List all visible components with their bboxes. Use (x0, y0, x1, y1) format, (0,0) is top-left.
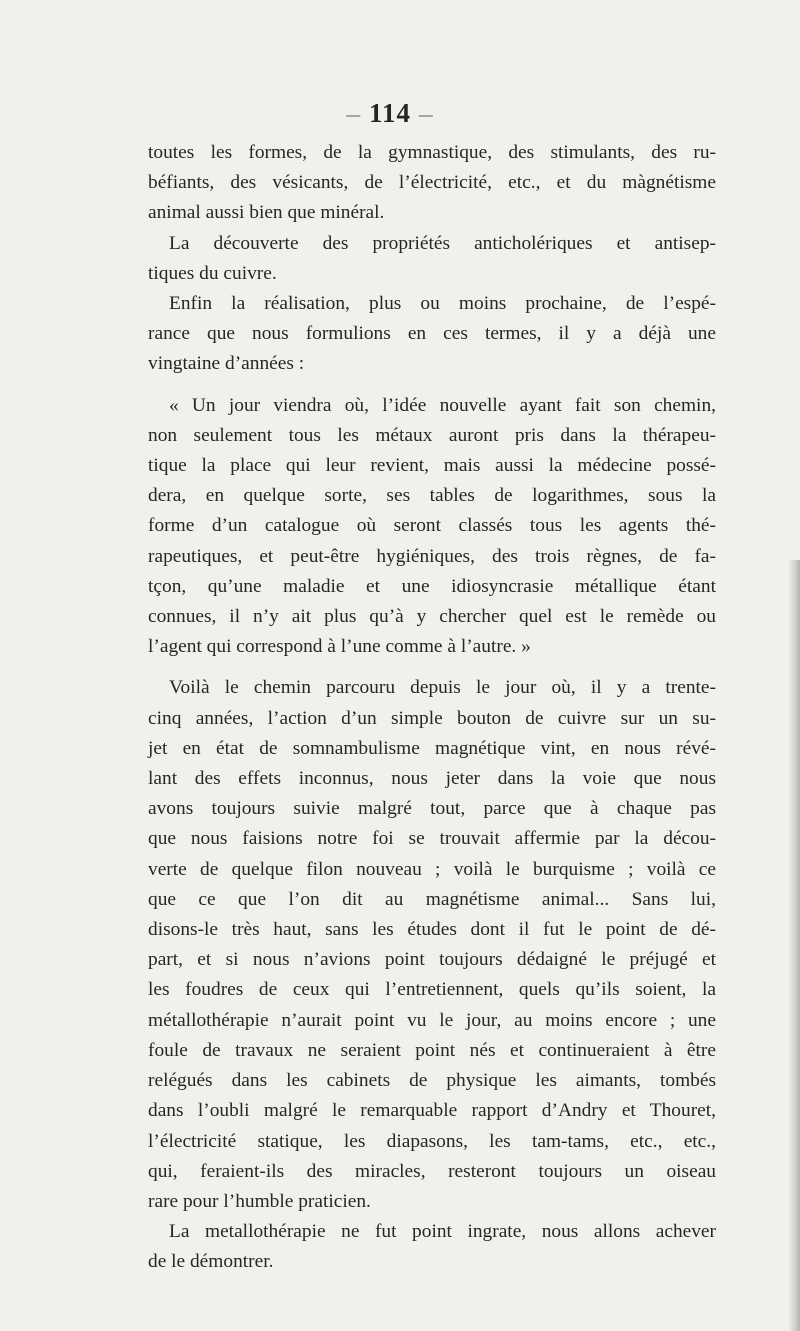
page-number-right-mark: — (418, 107, 434, 123)
page-number-left-mark: — (346, 107, 362, 123)
text-line: les foudres de ceux qui l’entretiennent, quels qu’ils soient, la (148, 979, 716, 1001)
text-line: La metallothérapie ne fut point ingrate, nous allons achever (169, 1221, 716, 1243)
text-line: l’agent qui correspond à l’une comme à l’autre. » (148, 636, 531, 658)
text-line: de le démontrer. (148, 1251, 274, 1273)
text-line: cinq années, l’action d’un simple bouton de cuivre sur un su- (148, 707, 716, 729)
text-line: verte de quelque filon nouveau ; voilà le burquisme ; voilà ce (148, 858, 716, 880)
text-line: Voilà le chemin parcouru depuis le jour où, il y a trente- (169, 677, 716, 699)
text-line: rare pour l’humble praticien. (148, 1190, 371, 1212)
text-line: part, et si nous n’avions point toujours dédaigné le préjugé et (148, 949, 716, 971)
text-line: toutes les formes, de la gymnastique, des stimulants, des ru- (148, 142, 716, 163)
text-line: béfiants, des vésicants, de l’électricité, etc., et du màgnétisme (148, 172, 716, 194)
text-line: dera, en quelque sorte, ses tables de logarithmes, sous la (148, 485, 716, 507)
text-line: tique la place qui leur revient, mais aussi la médecine possé- (148, 455, 716, 477)
text-line: tiques du cuivre. (148, 262, 277, 284)
text-line: disons-le très haut, sans les études dont il fut le point de dé- (148, 919, 716, 941)
page-number (0, 98, 780, 129)
text-line: rance que nous formulions en ces termes, il y a déjà une (148, 323, 716, 345)
text-line: forme d’un catalogue où seront classés tous les agents thé- (148, 515, 716, 537)
text-line: « Un jour viendra où, l’idée nouvelle ayant fait son chemin, (169, 394, 716, 416)
text-line: qui, feraient-ils des miracles, resteront toujours un oiseau (148, 1160, 716, 1182)
text-line: animal aussi bien que minéral. (148, 202, 385, 224)
text-line: Enfin la réalisation, plus ou moins prochaine, de l’espé- (169, 293, 716, 315)
page-edge-shadow (788, 560, 800, 1331)
text-line: métallothérapie n’aurait point vu le jour, au moins encore ; une (148, 1009, 716, 1031)
text-line: lant des effets inconnus, nous jeter dans la voie que nous (148, 768, 716, 790)
text-line: que nous faisions notre foi se trouvait affermie par la décou- (148, 828, 716, 850)
text-line: foule de travaux ne seraient point nés et continueraient à être (148, 1039, 716, 1061)
text-line: l’électricité statique, les diapasons, les tam-tams, etc., etc., (148, 1130, 716, 1152)
text-line: dans l’oubli malgré le remarquable rapport d’Andry et Thouret, (148, 1100, 716, 1122)
text-line: connues, il n’y ait plus qu’à y chercher quel est le remède ou (148, 606, 716, 628)
text-line: non seulement tous les métaux auront pris dans la thérapeu- (148, 424, 716, 446)
text-line: tçon, qu’une maladie et une idiosyncrasie métallique étant (148, 575, 716, 597)
body-text (148, 138, 716, 1278)
text-line: rapeutiques, et peut-être hygiéniques, des trois règnes, de fa- (148, 545, 716, 567)
page-number-value: 114 (368, 98, 411, 128)
text-line: vingtaine d’années : (148, 353, 305, 375)
text-line: relégués dans les cabinets de physique les aimants, tombés (148, 1070, 716, 1092)
text-line: La découverte des propriétés anticholériques et antisep- (169, 232, 716, 254)
text-line: jet en état de somnambulisme magnétique vint, en nous révé- (148, 737, 716, 759)
text-line: avons toujours suivie malgré tout, parce que à chaque pas (148, 798, 716, 820)
text-line: que ce que l’on dit au magnétisme animal... Sans lui, (148, 888, 716, 910)
